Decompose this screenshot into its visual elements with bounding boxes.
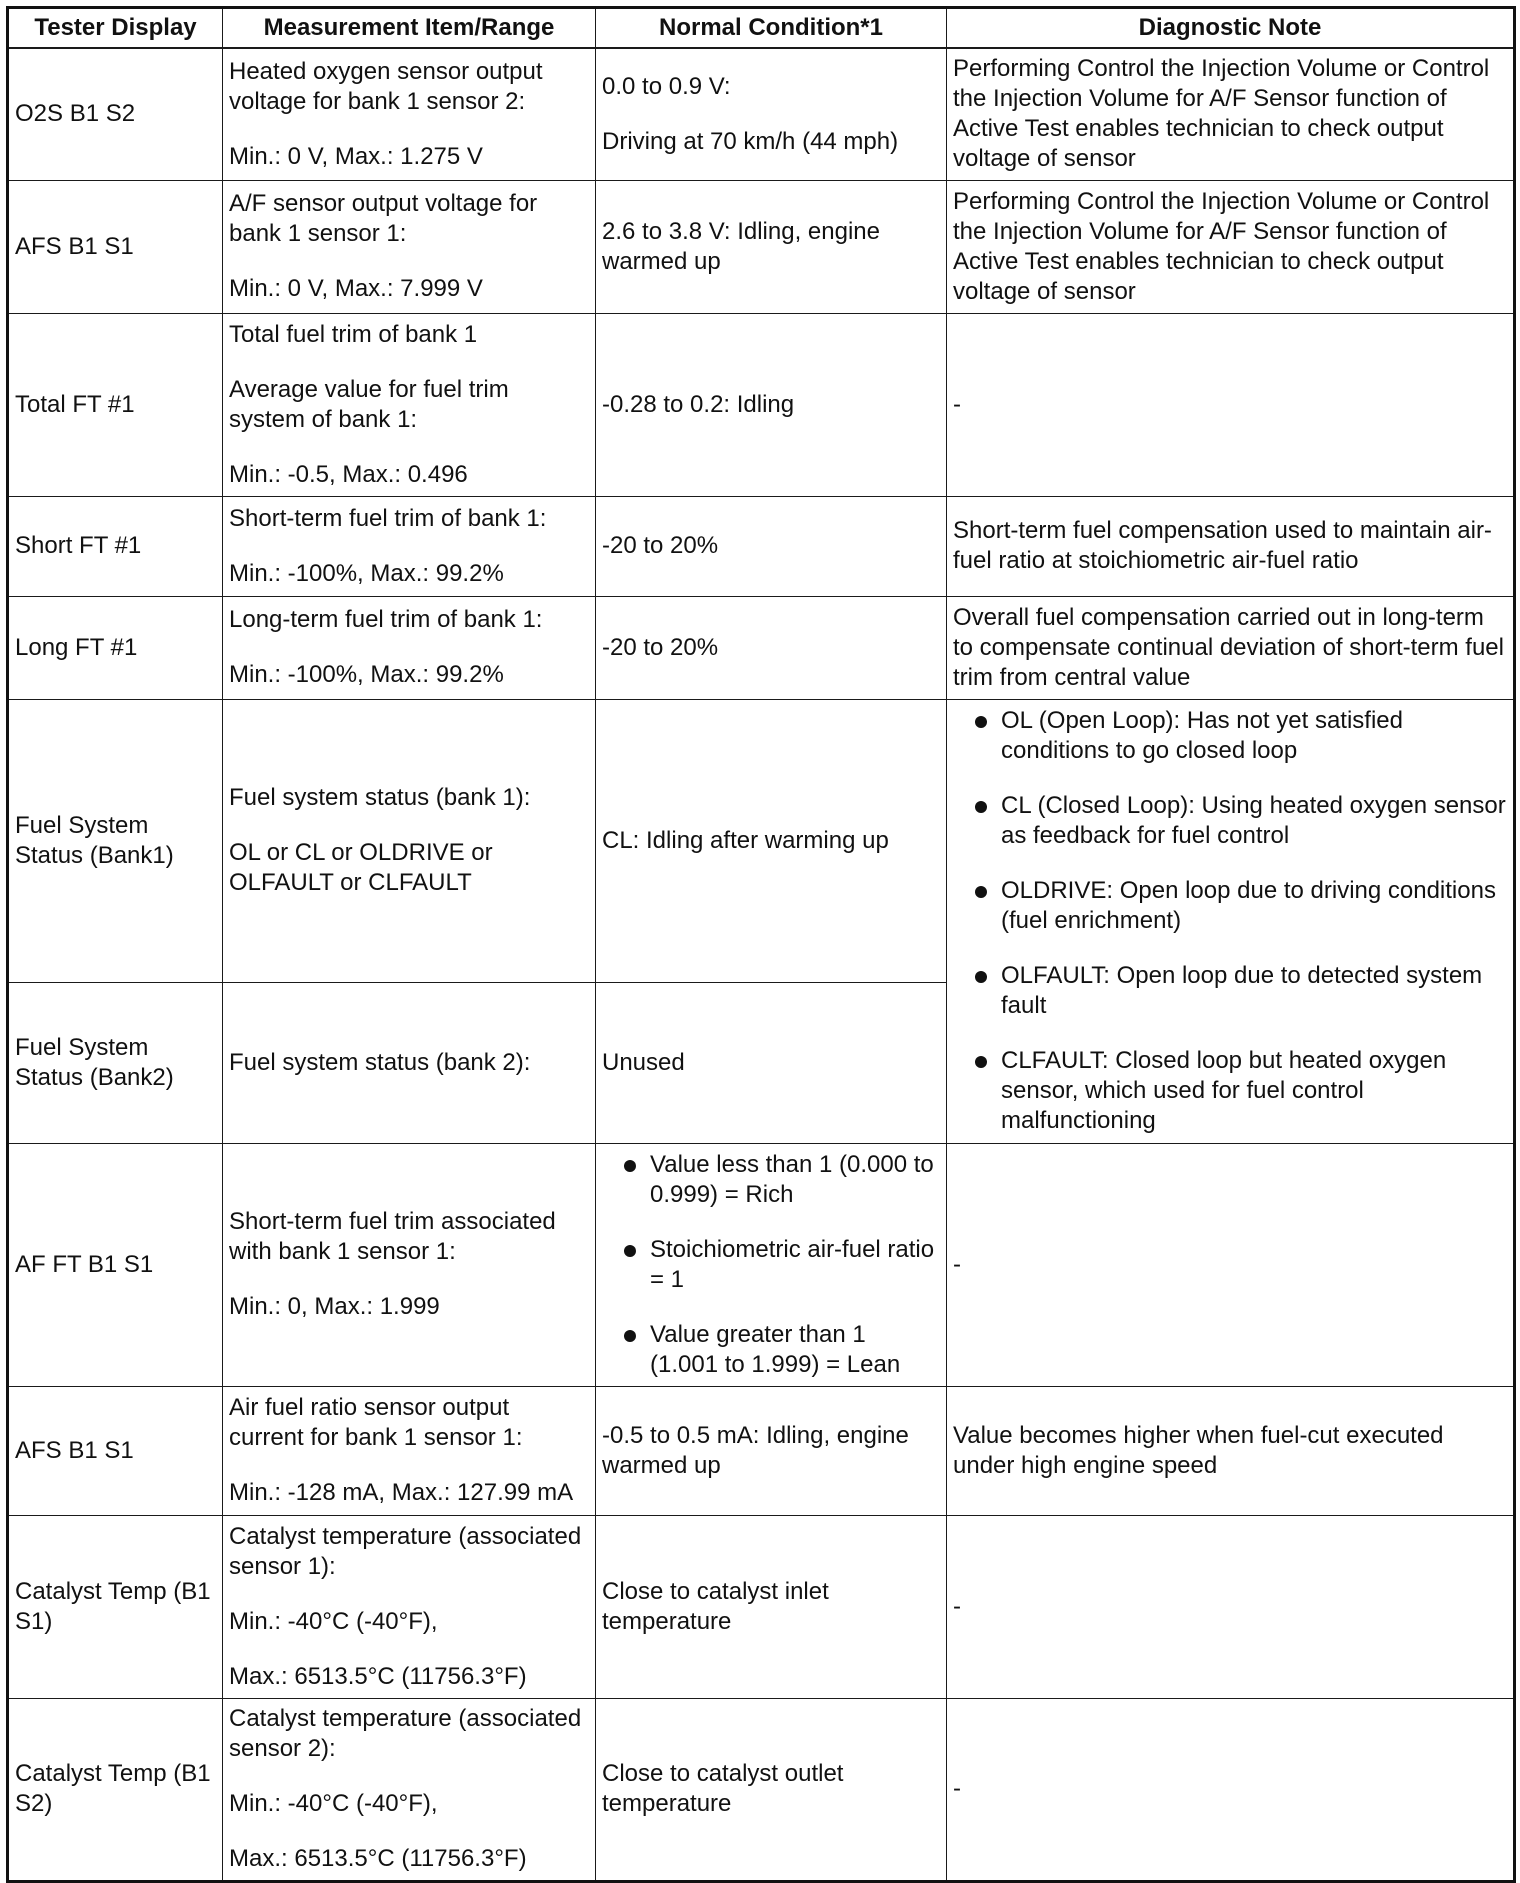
measurement-cell: Fuel system status (bank 2): (223, 982, 596, 1143)
tester-display-cell: Fuel System Status (Bank2) (8, 982, 223, 1143)
measurement-cell (223, 496, 596, 596)
range-text: Min.: -0.5, Max.: 0.496 (229, 460, 468, 488)
measurement-text: Average value for fuel trim system of bank 1: (229, 375, 509, 433)
tester-display-cell: AFS B1 S1 (8, 180, 223, 313)
range-text: Min.: 0 V, Max.: 1.275 V (229, 142, 483, 170)
diagnostic-note-cell: Value becomes higher when fuel-cut executed under high engine speed (947, 1386, 1515, 1515)
table-row (8, 313, 1515, 496)
normal-condition-cell: Close to catalyst outlet temperature (596, 1698, 947, 1881)
normal-condition-cell: 2.6 to 3.8 V: Idling, engine warmed up (596, 180, 947, 313)
measurement-cell (223, 1143, 596, 1386)
measurement-text: Catalyst temperature (associated sensor 2): (229, 1705, 582, 1762)
range-text: Min.: -100%, Max.: 99.2% (229, 661, 504, 688)
normal-bullet-list (602, 1150, 940, 1380)
table-row (8, 596, 1515, 699)
normal-text: Driving at 70 km/h (44 mph) (602, 127, 899, 155)
fuel-status-bullet-list (953, 706, 1507, 1136)
header-tester-display: Tester Display (8, 8, 223, 49)
bullet-icon (624, 1245, 636, 1257)
measurement-cell (223, 1386, 596, 1515)
bullet-icon (975, 886, 987, 898)
tester-display-cell: AFS B1 S1 (8, 1386, 223, 1515)
bullet-icon (975, 716, 987, 728)
normal-condition-cell (596, 1143, 947, 1386)
list-item: CL (Closed Loop): Using heated oxygen sensor as feedback for fuel control (953, 791, 1507, 851)
diagnostic-note-cell: Overall fuel compensation carried out in long-term to compensate continual deviation of short-term fuel trim from central value (947, 596, 1515, 699)
range-text: OL or CL or OLDRIVE or OLFAULT or CLFAULT (229, 839, 493, 896)
measurement-text: Catalyst temperature (associated sensor 1): (229, 1522, 582, 1580)
range-text: Max.: 6513.5°C (11756.3°F) (229, 1662, 527, 1690)
measurement-cell (223, 180, 596, 313)
measurement-text: Fuel system status (bank 1): (229, 784, 531, 811)
tester-display-cell: Long FT #1 (8, 596, 223, 699)
bullet-icon (975, 801, 987, 813)
list-item: CLFAULT: Closed loop but heated oxygen sensor, which used for fuel control malfunctioning (953, 1046, 1507, 1136)
measurement-cell (223, 313, 596, 496)
diagnostic-note-cell: Performing Control the Injection Volume or Control the Injection Volume for A/F Sensor function of Active Test enables technician to check output voltage of sensor (947, 180, 1515, 313)
normal-condition-cell: -20 to 20% (596, 496, 947, 596)
data-list-table (6, 6, 1516, 1883)
range-text: Min.: 0, Max.: 1.999 (229, 1293, 440, 1320)
list-item: OLFAULT: Open loop due to detected system fault (953, 961, 1507, 1021)
table-row (8, 699, 1515, 982)
tester-display-cell: Short FT #1 (8, 496, 223, 596)
measurement-text: Total fuel trim of bank 1 (229, 320, 478, 348)
diagnostic-note-cell: - (947, 313, 1515, 496)
range-text: Min.: -40°C (-40°F), (229, 1607, 438, 1635)
list-item: OLDRIVE: Open loop due to driving conditions (fuel enrichment) (953, 876, 1507, 936)
diagnostic-note-cell: - (947, 1698, 1515, 1881)
measurement-cell (223, 48, 596, 180)
normal-text: 0.0 to 0.9 V: (602, 72, 731, 100)
table-row (8, 180, 1515, 313)
table-row (8, 1515, 1515, 1698)
diagnostic-note-cell: Short-term fuel compensation used to maintain air-fuel ratio at stoichiometric air-fuel ratio (947, 496, 1515, 596)
list-item: Stoichiometric air-fuel ratio = 1 (602, 1235, 940, 1295)
bullet-icon (624, 1160, 636, 1172)
measurement-text: Air fuel ratio sensor output current for bank 1 sensor 1: (229, 1394, 523, 1451)
normal-condition-cell: -0.5 to 0.5 mA: Idling, engine warmed up (596, 1386, 947, 1515)
tester-display-cell: AF FT B1 S1 (8, 1143, 223, 1386)
measurement-text: Heated oxygen sensor output voltage for bank 1 sensor 2: (229, 57, 543, 115)
table-row (8, 48, 1515, 180)
range-text: Max.: 6513.5°C (11756.3°F) (229, 1845, 527, 1872)
table-row (8, 1143, 1515, 1386)
table-row (8, 1386, 1515, 1515)
header-diagnostic-note: Diagnostic Note (947, 8, 1515, 49)
table-row (8, 496, 1515, 596)
list-item: OL (Open Loop): Has not yet satisfied conditions to go closed loop (953, 706, 1507, 766)
header-normal-condition: Normal Condition*1 (596, 8, 947, 49)
diagnostic-note-cell (947, 699, 1515, 1143)
bullet-icon (975, 971, 987, 983)
tester-display-cell: Catalyst Temp (B1 S2) (8, 1698, 223, 1881)
measurement-text: A/F sensor output voltage for bank 1 sensor 1: (229, 190, 538, 247)
bullet-icon (975, 1056, 987, 1068)
measurement-text: Short-term fuel trim of bank 1: (229, 504, 547, 532)
diagnostic-note-cell: - (947, 1143, 1515, 1386)
normal-condition-cell: Unused (596, 982, 947, 1143)
tester-display-cell: Fuel System Status (Bank1) (8, 699, 223, 982)
normal-condition-cell: -20 to 20% (596, 596, 947, 699)
header-measurement: Measurement Item/Range (223, 8, 596, 49)
tester-display-cell: O2S B1 S2 (8, 48, 223, 180)
range-text: Min.: 0 V, Max.: 7.999 V (229, 275, 483, 302)
header-row (8, 8, 1515, 49)
measurement-text: Short-term fuel trim associated with bank 1 sensor 1: (229, 1208, 556, 1265)
measurement-cell (223, 699, 596, 982)
range-text: Min.: -100%, Max.: 99.2% (229, 559, 504, 587)
measurement-cell (223, 596, 596, 699)
measurement-cell (223, 1698, 596, 1881)
normal-condition-cell (596, 48, 947, 180)
diagnostic-note-cell: - (947, 1515, 1515, 1698)
tester-display-cell: Total FT #1 (8, 313, 223, 496)
tester-display-cell: Catalyst Temp (B1 S1) (8, 1515, 223, 1698)
diagnostic-note-cell: Performing Control the Injection Volume or Control the Injection Volume for A/F Sensor function of Active Test enables technician to check output voltage of sensor (947, 48, 1515, 180)
list-item: Value less than 1 (0.000 to 0.999) = Rich (602, 1150, 940, 1210)
normal-condition-cell: CL: Idling after warming up (596, 699, 947, 982)
range-text: Min.: -40°C (-40°F), (229, 1790, 438, 1817)
measurement-cell (223, 1515, 596, 1698)
measurement-text: Long-term fuel trim of bank 1: (229, 606, 543, 633)
bullet-icon (624, 1330, 636, 1342)
normal-condition-cell: Close to catalyst inlet temperature (596, 1515, 947, 1698)
range-text: Min.: -128 mA, Max.: 127.99 mA (229, 1479, 574, 1506)
table-row (8, 1698, 1515, 1881)
normal-condition-cell: -0.28 to 0.2: Idling (596, 313, 947, 496)
list-item: Value greater than 1 (1.001 to 1.999) = Lean (602, 1320, 940, 1380)
